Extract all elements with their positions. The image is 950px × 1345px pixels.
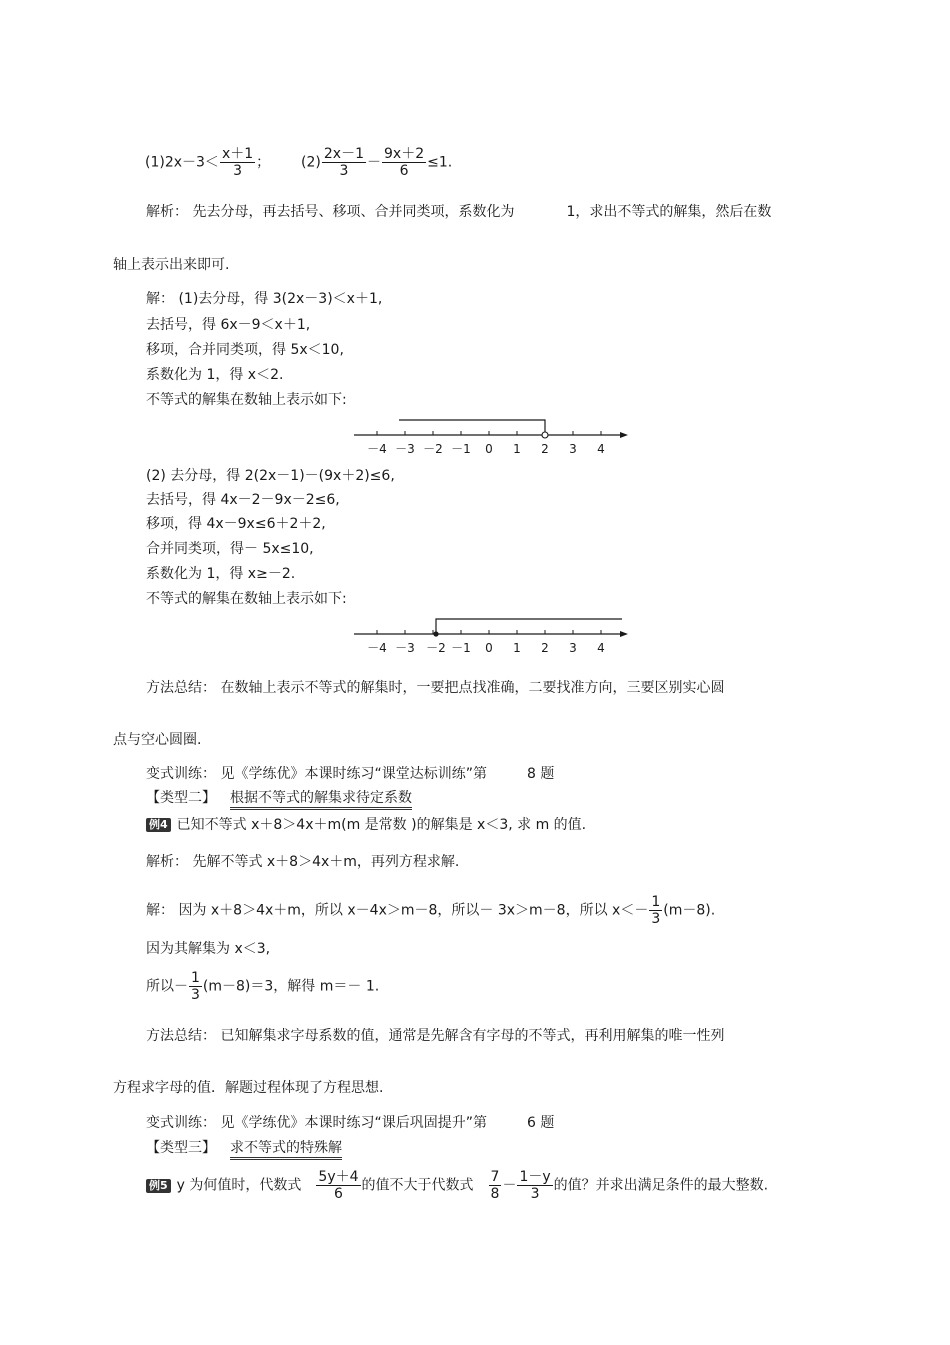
tick-label: －2 <box>426 641 446 655</box>
type-3-heading: 【类型三】 求不等式的特殊解 <box>146 1139 342 1157</box>
tick-label: －3 <box>395 442 415 456</box>
type-2-heading: 【类型二】 根据不等式的解集求待定系数 <box>146 789 412 807</box>
tick-label: 4 <box>597 641 605 655</box>
solution-1-line-5: 不等式的解集在数轴上表示如下: <box>146 392 347 408</box>
tick-label: 0 <box>485 641 493 655</box>
fraction: $\frac{2x-1}{3}$ <box>323 146 364 179</box>
number-line-1 <box>350 412 635 460</box>
example-4-solution-line-3: 所以－ $\frac{1}{3}$ (m－8)＝3，解得 m＝－ 1. <box>146 970 380 1003</box>
example-4-badge: 例4 <box>146 818 171 832</box>
tick-label: 2 <box>541 641 549 655</box>
method-summary-2-line-2: 方程求字母的值．解题过程体现了方程思想. <box>113 1080 384 1096</box>
tick-label: －1 <box>451 641 471 655</box>
example-5: 例5 y 为何值时，代数式 $\frac{5y+4}{6}$ 的值不大于代数式 $\frac{7}{8}$ － $\frac{1-y}{3}$ 的值？并求出满足条件的最大整数. <box>146 1169 768 1202</box>
example-5-badge: 例5 <box>146 1179 171 1193</box>
tick-label: 1 <box>513 641 521 655</box>
fraction: $\frac{x+1}{3}$ <box>221 146 254 179</box>
tick-label: －1 <box>451 442 471 456</box>
example-4-analysis: 解析： 先解不等式 x＋8＞4x＋m，再列方程求解. <box>146 854 460 870</box>
tick-label: 3 <box>569 641 577 655</box>
solution-2-line-5: 系数化为 1，得 x≥－2. <box>146 566 296 582</box>
example-4-solution-line-1: 解： 因为 x＋8＞4x＋m，所以 x－4x＞m－8，所以－ 3x＞m－8，所以 x＜－ $\frac{1}{3}$ (m－8). <box>146 894 716 927</box>
method-summary-1-line-2: 点与空心圆圈. <box>113 732 202 748</box>
solution-1-line-1: 解： (1)去分母，得 3(2x－3)＜x＋1, <box>146 291 383 307</box>
fraction: $\frac{1}{3}$ <box>191 970 200 1003</box>
open-circle <box>542 432 548 438</box>
tick-label: －4 <box>367 641 387 655</box>
fraction: $\frac{9x+2}{6}$ <box>384 146 425 179</box>
solution-bracket <box>399 420 545 432</box>
solution-2-line-2: 去括号，得 4x－2－9x－2≤6, <box>146 492 340 508</box>
tick-label: 4 <box>597 442 605 456</box>
solution-2-line-3: 移项，得 4x－9x≤6＋2＋2, <box>146 516 326 532</box>
problem-line: (1)2x－3＜ $\frac{x+1}{3}$ ； (2) $\frac{2x-1}{3}$ － $\frac{9x+2}{6}$ ≤1. <box>145 146 453 179</box>
fraction: $\frac{7}{8}$ <box>490 1169 500 1202</box>
fraction: $\frac{1-y}{3}$ <box>519 1169 551 1202</box>
tick-label: 3 <box>569 442 577 456</box>
tick-label: 2 <box>541 442 549 456</box>
method-summary-1-line-1: 方法总结： 在数轴上表示不等式的解集时，一要把点找准确，二要找准方向，三要区别实心圆 <box>146 680 725 696</box>
solution-2-line-1: (2) 去分母，得 2(2x－1)－(9x＋2)≤6, <box>146 468 395 484</box>
analysis-line-2: 轴上表示出来即可. <box>113 257 230 273</box>
solution-2-line-4: 合并同类项，得－ 5x≤10, <box>146 541 314 557</box>
example-4-solution-line-2: 因为其解集为 x＜3, <box>146 941 271 957</box>
tick-label: －2 <box>423 442 443 456</box>
solid-dot <box>433 631 438 636</box>
solution-2-line-6: 不等式的解集在数轴上表示如下: <box>146 591 347 607</box>
tick-label: －3 <box>395 641 415 655</box>
solution-1-line-4: 系数化为 1，得 x＜2. <box>146 367 284 383</box>
analysis-line-1: 解析： 先去分母，再去括号、移项、合并同类项，系数化为 1，求出不等式的解集，然后在数 <box>146 204 772 220</box>
tick-label: －4 <box>367 442 387 456</box>
example-4: 例4 已知不等式 x＋8＞4x＋m(m 是常数 )的解集是 x＜3, 求 m 的值. <box>146 816 586 834</box>
solution-1-line-3: 移项，合并同类项，得 5x＜10, <box>146 342 344 358</box>
tick-label: 1 <box>513 442 521 456</box>
number-line-2 <box>350 610 635 658</box>
variant-training-1: 变式训练： 见《学练优》本课时练习“课堂达标训练”第 8 题 <box>146 766 555 782</box>
tick-marks <box>377 431 601 435</box>
type-2-title: 根据不等式的解集求待定系数 <box>230 790 412 810</box>
fraction: $\frac{1}{3}$ <box>651 894 661 927</box>
variant-training-2: 变式训练： 见《学练优》本课时练习“课后巩固提升”第 6 题 <box>146 1115 555 1131</box>
solution-1-line-2: 去括号，得 6x－9＜x＋1, <box>146 317 311 333</box>
method-summary-2-line-1: 方法总结： 已知解集求字母系数的值，通常是先解含有字母的不等式，再利用解集的唯一性列 <box>146 1028 725 1044</box>
type-3-title: 求不等式的特殊解 <box>230 1140 342 1160</box>
fraction: $\frac{5y+4}{6}$ <box>318 1169 359 1202</box>
solution-bracket <box>436 619 622 634</box>
tick-label: 0 <box>485 442 493 456</box>
